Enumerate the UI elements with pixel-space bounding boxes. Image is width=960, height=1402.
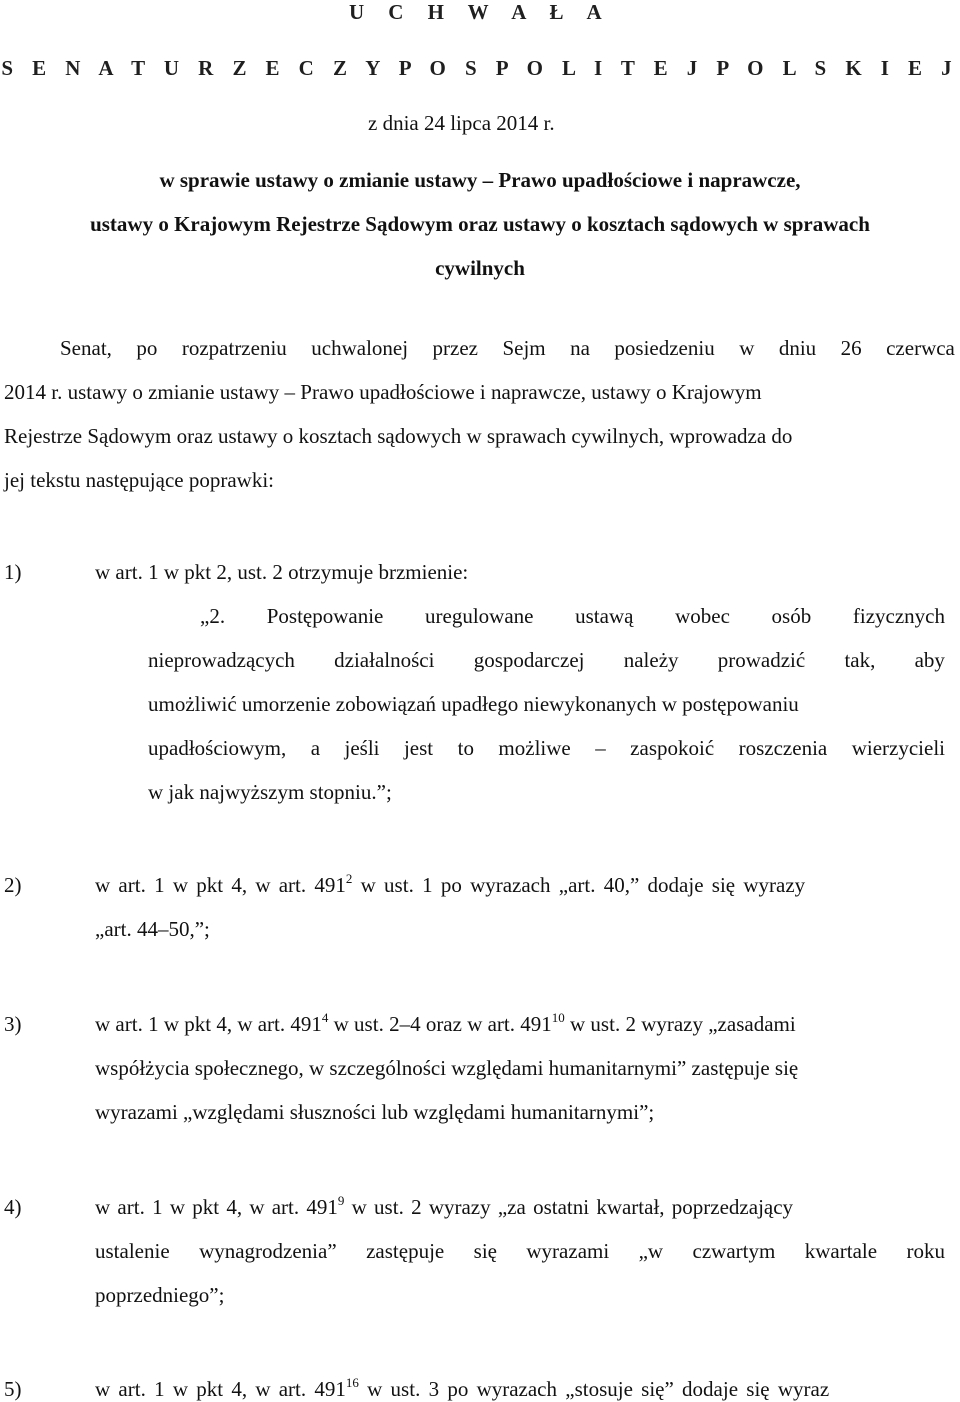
item-4-line-1 xyxy=(95,1195,793,1220)
item-3-superscript-1: 4 xyxy=(321,1010,329,1025)
word: 26 xyxy=(840,336,862,360)
word: Senat, xyxy=(60,336,112,360)
word: upadłościowym, xyxy=(148,736,287,760)
word: – xyxy=(595,736,606,760)
item-1-quote-line-1 xyxy=(200,604,945,629)
word: roszczenia xyxy=(738,736,828,760)
word: wierzycieli xyxy=(851,736,945,760)
subject-line-2: ustawy o Krajowym Rejestrze Sądowym oraz ustawy o kosztach sądowych w sprawach xyxy=(90,212,870,236)
word: fizycznych xyxy=(852,604,945,628)
word: uchwalonej xyxy=(311,336,409,360)
resolution-title: U C H W A Ł A xyxy=(348,0,612,24)
word: jest xyxy=(403,736,434,760)
word: prowadzić xyxy=(717,648,806,672)
word: osób xyxy=(771,604,812,628)
word: wynagrodzenia” xyxy=(199,1239,337,1263)
item-5-superscript: 16 xyxy=(345,1375,359,1390)
word: ustalenie xyxy=(95,1239,170,1263)
word: a xyxy=(310,736,321,760)
item-4-text-a: w art. 1 w pkt 4, w art. 491 xyxy=(95,1195,338,1219)
word: zaspokoić xyxy=(630,736,715,760)
word: „2. xyxy=(200,604,226,628)
item-number: 4) xyxy=(4,1195,22,1219)
subject-line-1: w sprawie ustawy o zmianie ustawy – Prawo upadłościowe i naprawcze, xyxy=(159,168,801,192)
word: po xyxy=(136,336,158,360)
item-1-quote-line-2 xyxy=(148,648,945,673)
word: możliwe xyxy=(498,736,571,760)
word: jeśli xyxy=(344,736,380,760)
word: zastępuje xyxy=(366,1239,445,1263)
word: Postępowanie xyxy=(266,604,384,628)
resolution-date: z dnia 24 lipca 2014 r. xyxy=(368,111,555,135)
word: wyrazami xyxy=(526,1239,610,1263)
item-2-text-a: w art. 1 w pkt 4, w art. 491 xyxy=(95,873,346,897)
intro-line-3: Rejestrze Sądowym oraz ustawy o kosztach sądowych w sprawach cywilnych, wprowadza do xyxy=(4,424,793,448)
intro-line-4: jej tekstu następujące poprawki: xyxy=(4,468,274,492)
intro-line-2: 2014 r. ustawy o zmianie ustawy – Prawo upadłościowe i naprawcze, ustawy o Krajowym xyxy=(4,380,762,404)
word: działalności xyxy=(334,648,435,672)
item-1-quote-line-3: umożliwić umorzenie zobowiązań upadłego niewykonanych w postępowaniu xyxy=(148,692,799,716)
word: nieprowadzących xyxy=(148,648,295,672)
word: przez xyxy=(432,336,478,360)
word: tak, xyxy=(844,648,876,672)
item-4-line-2 xyxy=(95,1239,945,1264)
word: „w xyxy=(638,1239,664,1263)
subject-line-3: cywilnych xyxy=(435,256,525,280)
item-1-line-1: w art. 1 w pkt 2, ust. 2 otrzymuje brzmienie: xyxy=(95,560,469,584)
item-5-line-1 xyxy=(95,1377,829,1402)
word: ustawą xyxy=(575,604,634,628)
item-number: 1) xyxy=(4,560,22,584)
item-1-quote-line-4 xyxy=(148,736,945,761)
item-2-superscript: 2 xyxy=(345,871,353,886)
word: kwartale xyxy=(804,1239,878,1263)
item-4-text-b: w ust. 2 wyrazy „za ostatni kwartał, poprzedzający xyxy=(344,1195,794,1219)
item-3-superscript-2: 10 xyxy=(551,1010,565,1025)
word: wobec xyxy=(675,604,730,628)
item-3-text-a: w art. 1 w pkt 4, w art. 491 xyxy=(95,1012,322,1036)
word: Sejm xyxy=(502,336,546,360)
item-5-text-a: w art. 1 w pkt 4, w art. 491 xyxy=(95,1377,346,1401)
item-3-text-c: w ust. 2 wyrazy „zasadami xyxy=(564,1012,796,1036)
word: roku xyxy=(906,1239,945,1263)
word: na xyxy=(570,336,590,360)
word: posiedzeniu xyxy=(614,336,715,360)
senate-heading: S E N A T U R Z E C Z Y P O S P O L I T E J P O L S K I E J xyxy=(1,56,959,80)
word: należy xyxy=(623,648,679,672)
item-5-text-b: w ust. 3 po wyrazach „stosuje się” dodaje się wyraz xyxy=(358,1377,830,1401)
intro-line-1 xyxy=(60,336,955,361)
word: w xyxy=(739,336,755,360)
word: się xyxy=(473,1239,497,1263)
word: uregulowane xyxy=(425,604,534,628)
word: rozpatrzeniu xyxy=(181,336,287,360)
item-number: 2) xyxy=(4,873,22,897)
item-4-line-3: poprzedniego”; xyxy=(95,1283,225,1307)
item-3-line-1 xyxy=(95,1012,796,1037)
item-2-text-b: w ust. 1 po wyrazach „art. 40,” dodaje się wyrazy xyxy=(352,873,806,897)
item-4-superscript: 9 xyxy=(337,1193,345,1208)
item-2-line-1 xyxy=(95,873,805,898)
word: czerwca xyxy=(886,336,955,360)
item-2-line-2: „art. 44–50,”; xyxy=(95,917,210,941)
word: czwartym xyxy=(692,1239,776,1263)
word: to xyxy=(457,736,474,760)
item-3-line-2: współżycia społecznego, w szczególności względami humanitarnymi” zastępuje się xyxy=(95,1056,799,1080)
item-number: 5) xyxy=(4,1377,22,1401)
item-3-text-b: w ust. 2–4 oraz w art. 491 xyxy=(328,1012,552,1036)
word: aby xyxy=(914,648,945,672)
item-number: 3) xyxy=(4,1012,22,1036)
word: dniu xyxy=(778,336,817,360)
item-3-line-3: wyrazami „względami słuszności lub względami humanitarnymi”; xyxy=(95,1100,655,1124)
word: gospodarczej xyxy=(473,648,585,672)
item-1-quote-line-5: w jak najwyższym stopniu.”; xyxy=(148,780,392,804)
